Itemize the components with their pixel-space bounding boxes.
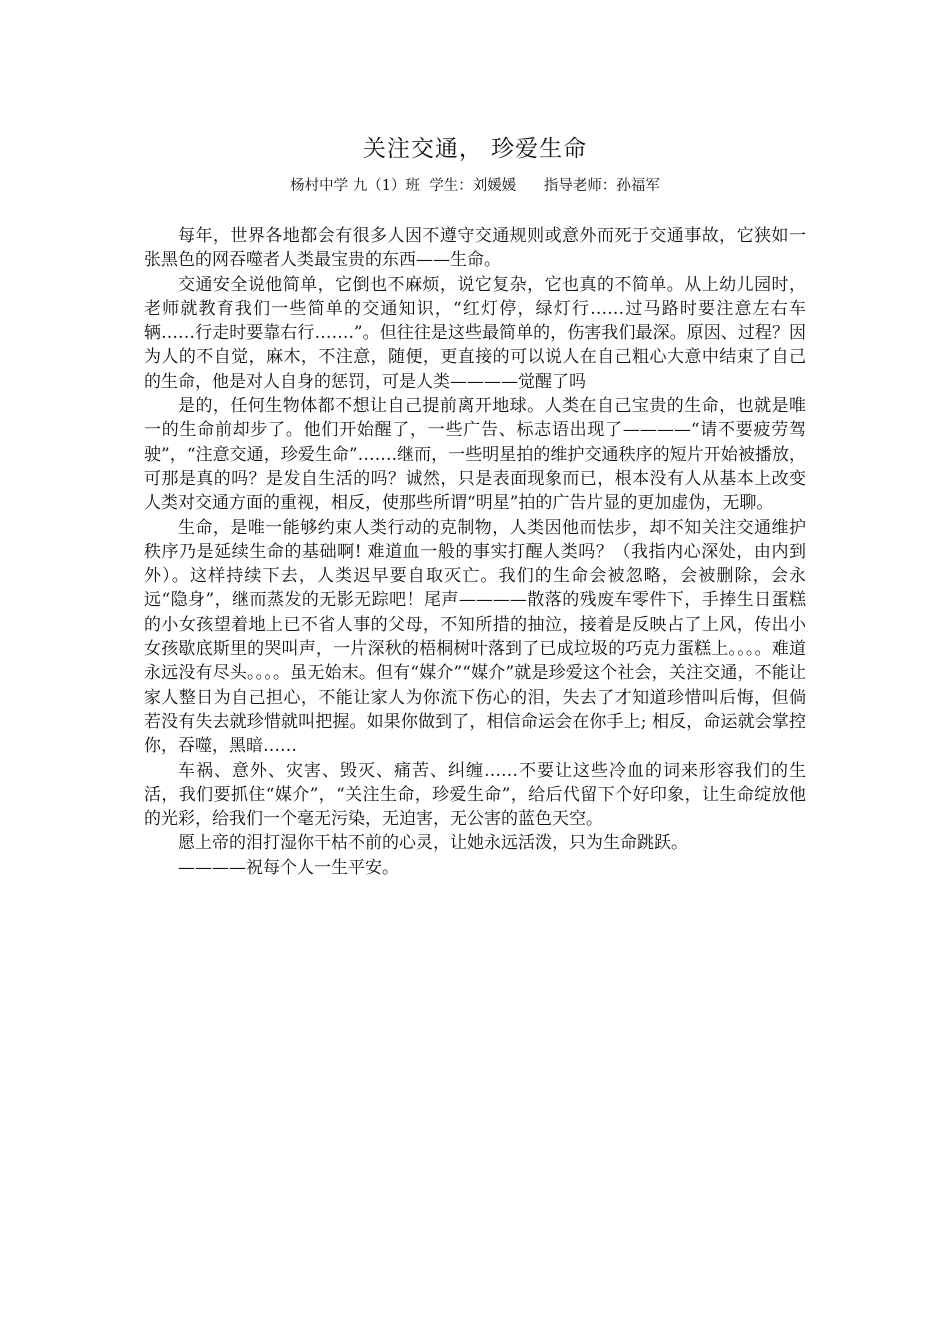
document-title: 关注交通， 珍爱生命 [362,136,588,162]
paragraph: 愿上帝的泪打湿你干枯不前的心灵，让她永远活泼，只为生命跳跃。 [178,833,688,854]
teacher-name: 指导老师：孙福军 [543,178,660,194]
paragraph: 生命，是唯一能够约束人类行动的克制物，人类因他而怯步，却不知关注交通维护秩序乃是延续生命的基础啊! 难道血一般的事实打醒人类吗？（我指内心深处，由内到外）。这样持续下去，人类迟早要自取灭亡。我们的生命会被忽略，会被删除，会永远“隐身”，继而蒸发的无影无踪吧！尾声————散落的残废车零件下，手捧生日蛋糕的小女孩望着地上已不省人事的父母，不知所措的抽泣，接着是反映占了上风，传出小女孩歇底斯里的哭叫声，一片深秋的梧桐树叶落到了已成垃圾的巧克力蛋糕上。。。。难道永远没有尽头。。。。虽无始末。但有“媒介”“媒介”就是珍爱这个社会，关注交通，不能让家人整日为自己担心，不能让家人为你流下伤心的泪，失去了才知道珍惜叫后悔，但倘若没有失去就珍惜就叫把握。如果你做到了，相信命运会在你手上; 相反，命运就会掌控你，吞噬，黑暗…… [144,517,806,757]
student-name: 学生：刘媛媛 [429,178,517,194]
paragraph: ————祝每个人一生平安。 [178,857,399,878]
paragraph: 交通安全说他简单，它倒也不麻烦，说它复杂，它也真的不简单。从上幼儿园时，老师就教育我们一些简单的交通知识，“红灯停，绿灯行……过马路时要注意左右车辆……行走时要靠右行…….”。但往往是这些最简单的，伤害我们最深。原因、过程？因为人的不自觉，麻木，不注意，随便，更直接的可以说人在自己粗心大意中结束了自己的生命，他是对人自身的惩罚，可是人类————觉醒了吗 [144,274,806,392]
paragraph: 每年，世界各地都会有很多人因不遵守交通规则或意外而死于交通事故，它狭如一张黑色的网吞噬者人类最宝贵的东西——生命。 [144,226,806,271]
byline-gap [516,178,544,194]
paragraph: 是的，任何生物体都不想让自己提前离开地球。人类在自己宝贵的生命，也就是唯一的生命前却步了。他们开始醒了，一些广告、标志语出现了————“请不要疲劳驾驶”，“注意交通，珍爱生命”…….继而，一些明星拍的维护交通秩序的短片开始被播放，可那是真的吗？是发自生活的吗？诚然，只是表面现象而已，根本没有人从基本上改变人类对交通方面的重视，相反，使那些所谓“明星”拍的广告片显的更加虚伪，无聊。 [144,396,806,514]
byline [0,175,950,197]
byline-gap [420,178,429,194]
document-body [144,224,806,880]
school-class: 杨村中学 九（1）班 [290,178,420,194]
paragraph: 车祸、意外、灾害、毁灭、痛苦、纠缠……不要让这些冷血的词来形容我们的生活，我们要抓住“媒介”，“关注生命，珍爱生命”，给后代留下个好印象，让生命绽放他的光彩，给我们一个毫无污染，无迫害，无公害的蓝色天空。 [144,760,806,830]
